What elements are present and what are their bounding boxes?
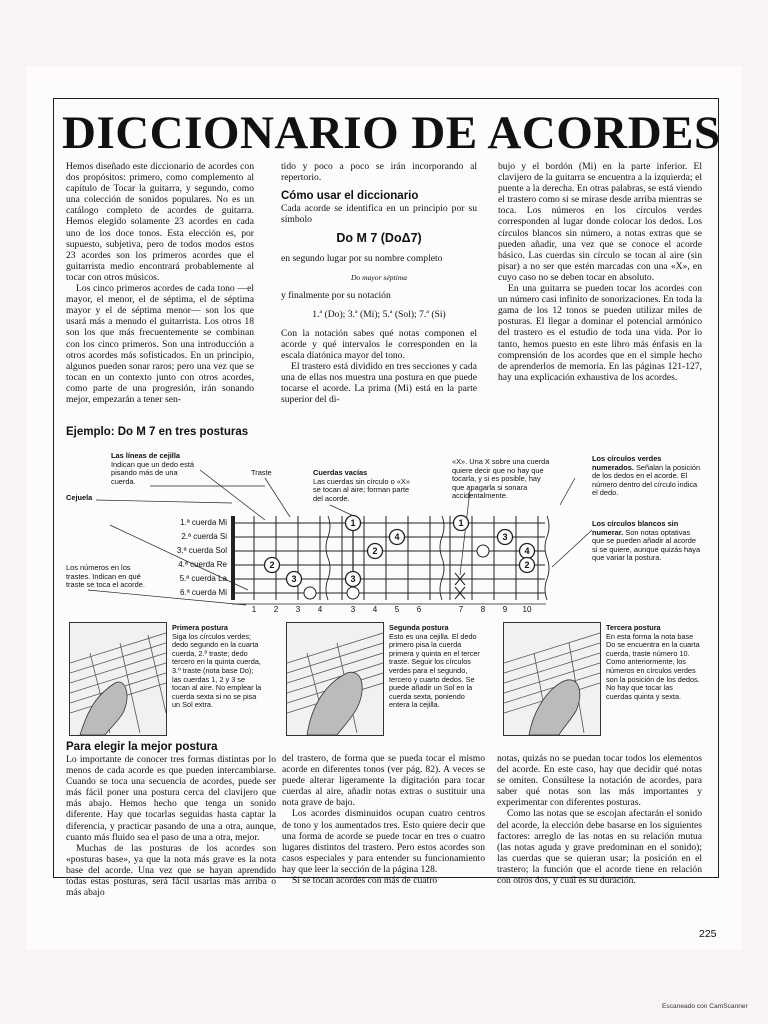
annotation-white-circles-title: Los círculos blancos sin numerar.: [592, 519, 679, 537]
fret-number: 2: [273, 605, 279, 614]
string-label-1: 1.ª cuerda Mi: [180, 518, 227, 527]
finger-p2-2: 2: [372, 546, 378, 556]
page-title: DICCIONARIO DE ACORDES: [62, 107, 721, 159]
finger-p3-3: 3: [502, 532, 508, 542]
chord-symbol: Do M 7 (DoΔ7): [336, 231, 422, 246]
how-to-use-heading: Cómo usar el diccionario: [281, 190, 419, 203]
intro-paragraph-2: Los cinco primeros acordes de cada tono —el mayor, el menor, el de séptima, el de séptima mayor y el de séptima menor— son los que usará más a menudo el guitarrista. Los otros 18 son los que más frecuentemente se combinan con los cinco primeros. Son una introducción a otros acordes más sofisticados. En un principio, algunos pueden sonar raros; pero una vez que se tocan en un contexto junto con otros acordes, como parte de una progresión, irán sonando mejor, empezarán a tener sen-: [66, 283, 254, 405]
fret-number: 5: [394, 605, 400, 614]
posture-1-caption: [172, 624, 264, 710]
fret-number: 3: [295, 605, 301, 614]
bottom-c2-paragraph-3: Si se tocan acordes con más de cuatro: [292, 875, 438, 887]
posture-2-text: Esto es una cejilla. El dedo primero pisa la cuerda primera y quinta en el tercer traste. Seguir los círculos verdes para el segundo, tercero y cuarto dedos. Se puede añadir un Sol en la cuerda sexta, poniendo entera la cejilla.: [389, 631, 480, 710]
string-label-3: 3.ª cuerda Sol: [176, 546, 227, 555]
finger-p3-2: 2: [524, 560, 530, 570]
bottom-column-2: [282, 753, 485, 886]
annotation-open-strings-title: Cuerdas vacías: [313, 468, 368, 477]
finger-p1-3: 3: [291, 574, 297, 584]
col2-paragraph-notation: Con la notación sabes qué notas componen el acorde y qué intervalos le corresponden en la escala diatónica mayor del tono.: [281, 327, 477, 361]
col2-full-name-intro: en segundo lugar por su nombre completo: [281, 253, 443, 265]
chord-full-name: Do mayor séptima: [350, 272, 408, 282]
page-number: 225: [699, 928, 717, 940]
annotation-fret-numbers: Los números en los trastes. Indican en qué traste se toca el acorde.: [66, 563, 145, 590]
intro-paragraph-1: Hemos diseñado este diccionario de acordes con dos propósitos: primero, como complemento al capítulo de Tocar la guitarra, y segundo, como una colección de sonidos populares. No es un catálogo completo de acordes de guitarra. Hemos elegido solamente 23 acordes en cada uno de los doce tonos. Esta elección es, por supuesto, subjetiva, pero de todos modos estos 23 acordes son los primeros acordes que el guitarrista medio encontrará probablemente al tocar con otros músicos.: [66, 161, 254, 283]
annotation-fret: Traste: [251, 468, 272, 477]
posture-3-text: En esta forma la nota base Do se encuentra en la cuarta cuerda, traste número 10. Como anteriormente, los números en círculos verdes son la posición de los dedos. No hay que tocar las cuerdas quinta y sexta.: [606, 631, 700, 701]
finger-p3-1: 1: [458, 518, 464, 528]
bottom-c1-paragraph-2: Muchas de las posturas de los acordes son «posturas base», ya que la nota más grave es la nota base del acorde. Una vez que se hayan aprendido todas estas posturas, será fácil usarlas más arriba o más abajo: [66, 842, 276, 899]
posture-2-caption: [389, 624, 481, 710]
fret-number: 6: [416, 605, 422, 614]
chord-notation: 1.ª (Do); 3.ª (Mi); 5.ª (Sol); 7.ª (Si): [312, 308, 446, 320]
bottom-c2-paragraph-1: del trastero, de forma que se pueda tocar el mismo acorde en diferentes tonos (ver pág. 82). A veces se puede alterar ligeramente la digitación para tocar cuerdas al aire, añadir notas extras o sustituir una nota grave de bajo.: [282, 753, 485, 809]
finger-p2-1a: 1: [350, 518, 356, 528]
annotation-green-circles-text: Señalan la posición de los dedos en el acorde. El número dentro del círculo indica el dedo.: [592, 462, 701, 498]
col2-notation-intro: y finalmente por su notación: [281, 289, 391, 301]
hand-photo-second-position: [286, 622, 384, 736]
bottom-c3-paragraph-2: Como las notas que se escojan afectarán el sonido del acorde, la elección debe basarse en los siguientes factores: arreglo de las notas en su relación mutua (las notas aguda y grave predominan en el sonido); las cuerdas que se quieran usar; la posición en el trastero; la función que el acorde tiene en relación con otros dos, y cuál es su duración.: [497, 808, 702, 887]
bottom-column-1: [66, 741, 276, 898]
bottom-column-3: [497, 753, 702, 886]
hand-photo-third-position: [503, 622, 601, 736]
posture-1-text: Siga los círculos verdes; dedo segundo en la cuarta cuerda, 2.º traste; dedo tercero en la quinta cuerda, 3.º traste (nota base Do); las cuerdas 1, 2 y 3 se tocan al aire. No emplear la cuerda sexta si no se pisa un Sol extra.: [172, 631, 262, 710]
fret-number: 10: [522, 605, 532, 614]
fret-number: 4: [317, 605, 323, 614]
posture-3-caption: [606, 624, 700, 701]
finger-p1-2: 2: [269, 560, 275, 570]
fret-number: 4: [372, 605, 378, 614]
finger-p3-4: 4: [524, 546, 530, 556]
string-label-5: 5.ª cuerda La: [179, 574, 227, 583]
bottom-c2-paragraph-2: Los acordes disminuidos ocupan cuatro centros de tono y los aumentados tres. Esto quiere decir que una forma de acorde se puede tocar en tres o cuatro lugares distintos del trastero. Pero estos acordes son casos especiales y para entender su funcionamiento hay que leer la sección de la página 128.: [282, 808, 485, 875]
annotation-white-circles-text: Son notas optativas que se pueden añadir al acorde si se quiere, aunque quizás haya que variar la postura.: [592, 527, 701, 563]
fret-number: 9: [502, 605, 508, 614]
finger-p2-4: 4: [394, 532, 400, 542]
string-label-4: 4.ª cuerda Re: [178, 560, 227, 569]
fret-number: 1: [251, 605, 257, 614]
fret-number: 7: [458, 605, 464, 614]
col2-paragraph-fretboard: El trastero está dividido en tres secciones y cada una de ellas nos muestra una postura en que puede tocarse el acorde. La prima (Mi) está en la parte superior del di-: [281, 361, 477, 406]
choose-posture-heading: Para elegir la mejor postura: [66, 741, 218, 753]
col3-paragraph-1: bujo y el bordón (Mi) en la parte inferior. El clavijero de la guitarra se encuentra a la izquierda; el puente a la derecha. En otras palabras, se está viendo el trastero como si se mirase desde arriba mientras se toca. Los números en los círculos verdes corresponden al lugar donde colocar los dedos. Los círculos blancos sin número, a notas extras que se pueden añadir, una vez que se conoce el acorde básico. Las cuerdas sin círculo se tocan al aire (sin pisar) a no ser que estén marcadas con una «X», en cuyo caso no se deben tocar en absoluto.: [498, 161, 702, 283]
annotation-nut: Cejuela: [66, 493, 93, 502]
bottom-c3-paragraph-1: notas, quizás no se puedan tocar todos los elementos del acorde. En este caso, hay que decidir qué notas se omiten. Consúltese la notación de acordes, para saber qué notas son las más importantes y experimentar con diferentes posturas.: [497, 753, 702, 809]
string-label-2: 2.ª cuerda Si: [181, 532, 227, 541]
annotation-open-strings-text: Las cuerdas sin círculo o «X» se tocan al aire; forman parte del acorde.: [313, 476, 410, 503]
col2-symbol-intro: Cada acorde se identifica en un principio por su símbolo: [281, 203, 477, 226]
bottom-c1-paragraph-1: Lo importante de conocer tres formas distintas por lo menos de cada acorde es que pueden intercambiarse. Cuando se toca una secuencia de acordes, puede ser más fácil poner una postura cerca del clavijero que más abajo. Hemos hecho que tenga un sonido diferente. Hay que tocarlas seguidas hasta captar la diferencia, y practicar pasando de una a otra, aunque, cuanto más fluido sea el paso de una a otra, mejor.: [66, 754, 276, 843]
fret-number: 8: [480, 605, 486, 614]
scanner-watermark: Escaneado con CamScanner: [662, 1003, 748, 1010]
finger-p2-3: 3: [350, 574, 356, 584]
posture-1-title: Primera postura: [172, 623, 228, 632]
annotation-x-mark: «X». Una X sobre una cuerda quiere decir que no hay que tocarla, y si es posible, hay que apagarla si sonara accidentalmente.: [452, 457, 550, 501]
annotation-barre-lines-title: Las líneas de cejilla: [111, 451, 181, 460]
fret-number: 3: [350, 605, 356, 614]
diagram-title: Ejemplo: Do M 7 en tres posturas: [66, 426, 249, 438]
posture-2-title: Segunda postura: [389, 623, 449, 632]
string-label-6: 6.ª cuerda Mi: [180, 588, 227, 597]
annotation-green-circles-title: Los círculos verdes numerados.: [592, 454, 662, 472]
posture-3-title: Tercera postura: [606, 623, 661, 632]
col2-continuation: tido y poco a poco se irán incorporando al repertorio.: [281, 161, 477, 184]
hand-photo-first-position: [69, 622, 167, 736]
annotation-barre-lines-text: Indican que un dedo está pisando más de una cuerda.: [111, 459, 195, 486]
col3-paragraph-2: En una guitarra se pueden tocar los acordes con un número casi infinito de sonorizaciones. En toda la gama de los 12 tonos se pueden utilizar miles de posturas. El llegar a dominar el potencial armónico del trastero es el estudio de toda una vida. Por lo tanto, hemos puesto en este libro más énfasis en la comprensión de los acordes que en el simple hecho de aprenderlos de memoria. En las páginas 121-127, hay una explicación exhaustiva de los acordes.: [498, 283, 702, 383]
